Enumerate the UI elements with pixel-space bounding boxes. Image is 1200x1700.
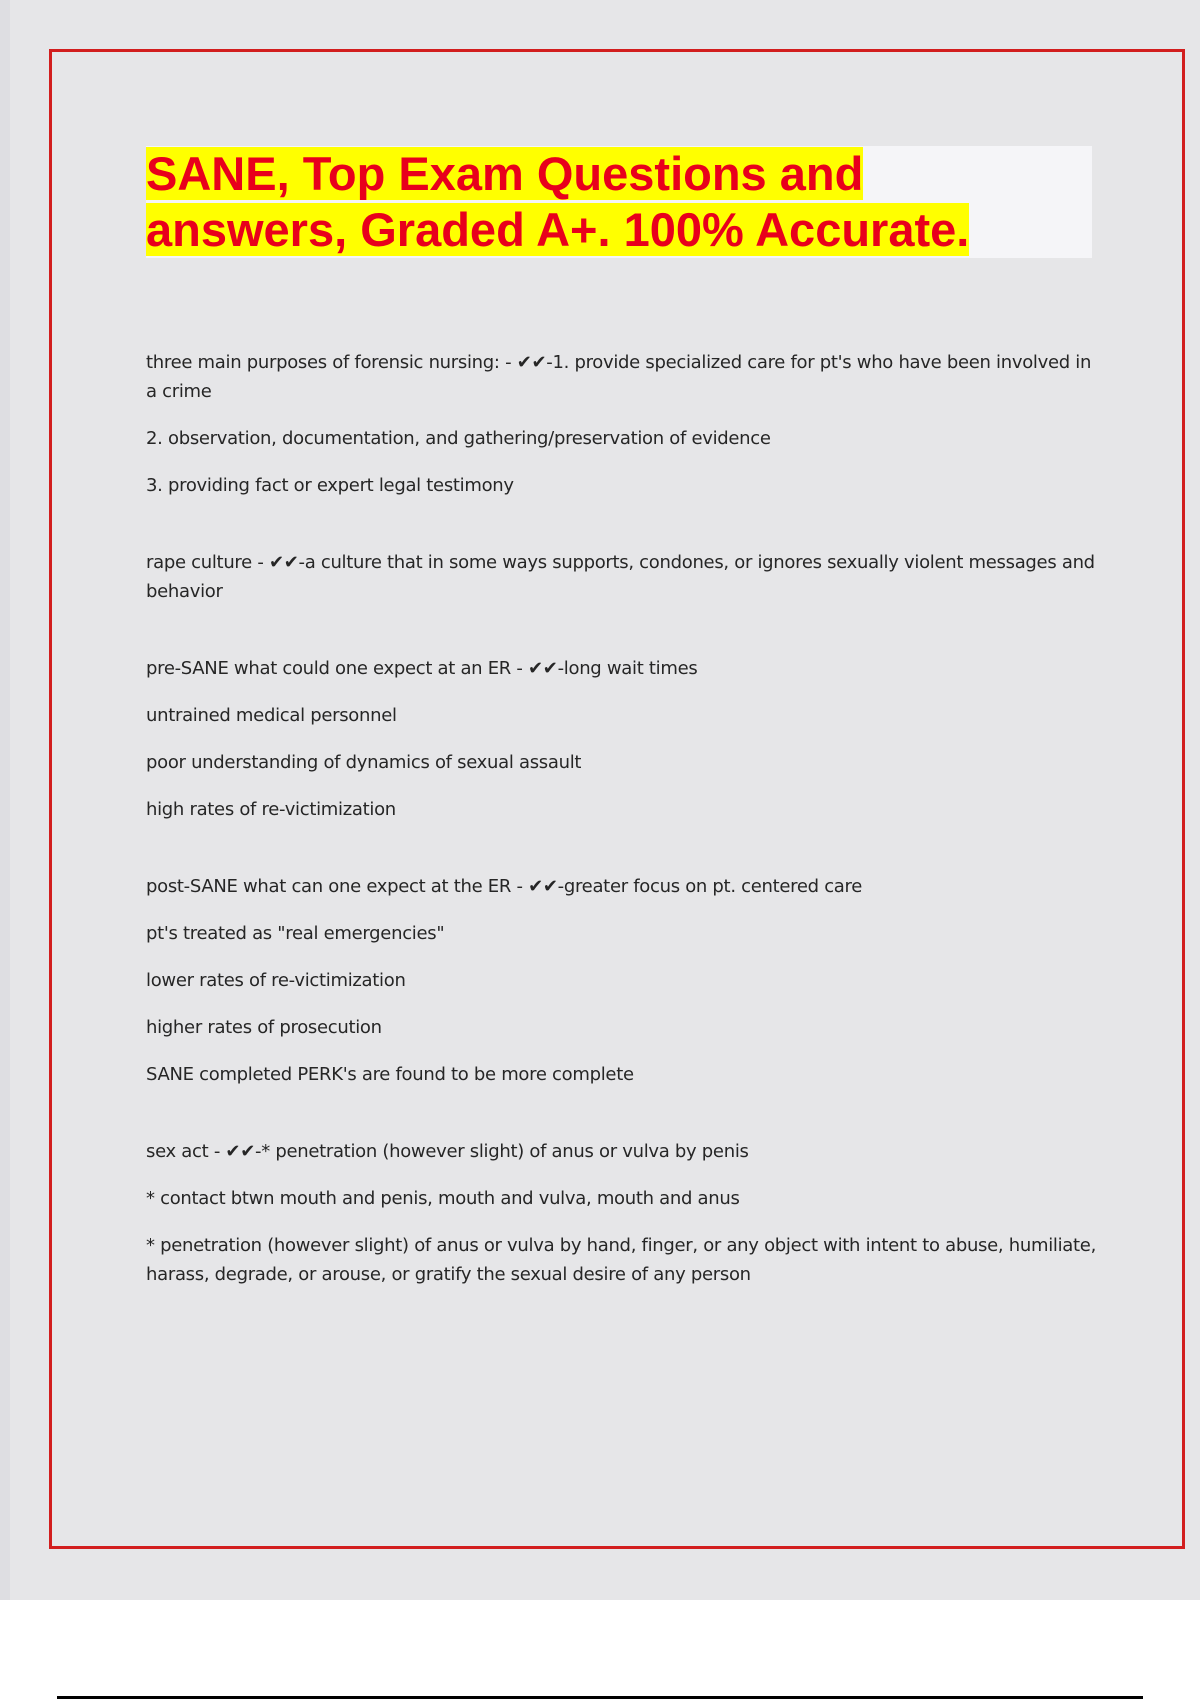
qa-entry [146,872,1096,1089]
qa-text-line: 2. observation, documentation, and gathering/preservation of evidence [146,428,771,449]
qa-text-line: high rates of re-victimization [146,799,396,820]
title-block [146,146,1092,258]
page-edge [0,0,10,1600]
qa-text-line: poor understanding of dynamics of sexual assault [146,752,582,773]
qa-text-line: * penetration (however slight) of anus or vulva by hand, finger, or any object with intent to abuse, humiliate, harass, degrade, or arouse, or gratify the sexual desire of any person [146,1235,1096,1285]
qa-text-line: three main purposes of forensic nursing: - ✔✔-1. provide specialized care for pt's who have been involved in a crime [146,352,1092,402]
qa-entry [146,654,1096,824]
document-content [146,348,1096,1337]
page-bottom-rule [57,1696,1143,1699]
qa-text-line: * contact btwn mouth and penis, mouth and vulva, mouth and anus [146,1188,740,1209]
qa-text-line: 3. providing fact or expert legal testimony [146,475,514,496]
qa-entry [146,548,1096,606]
title-line-2: answers, Graded A+. 100% Accurate. [146,203,970,256]
document-title [146,146,1092,258]
qa-text-line: pre-SANE what could one expect at an ER - ✔✔-long wait times [146,658,698,679]
title-line-1: SANE, Top Exam Questions and [146,147,864,200]
qa-entry [146,1137,1096,1289]
qa-text-line: untrained medical personnel [146,705,397,726]
qa-text-line: lower rates of re-victimization [146,970,406,991]
qa-text-line: rape culture - ✔✔-a culture that in some ways supports, condones, or ignores sexually violent messages and behavior [146,552,1095,602]
qa-text-line: post-SANE what can one expect at the ER - ✔✔-greater focus on pt. centered care [146,876,863,897]
qa-text-line: pt's treated as "real emergencies" [146,923,445,944]
qa-text-line: SANE completed PERK's are found to be more complete [146,1064,634,1085]
qa-text-line: sex act - ✔✔-* penetration (however slight) of anus or vulva by penis [146,1141,749,1162]
qa-entry [146,348,1096,500]
qa-text-line: higher rates of prosecution [146,1017,382,1038]
